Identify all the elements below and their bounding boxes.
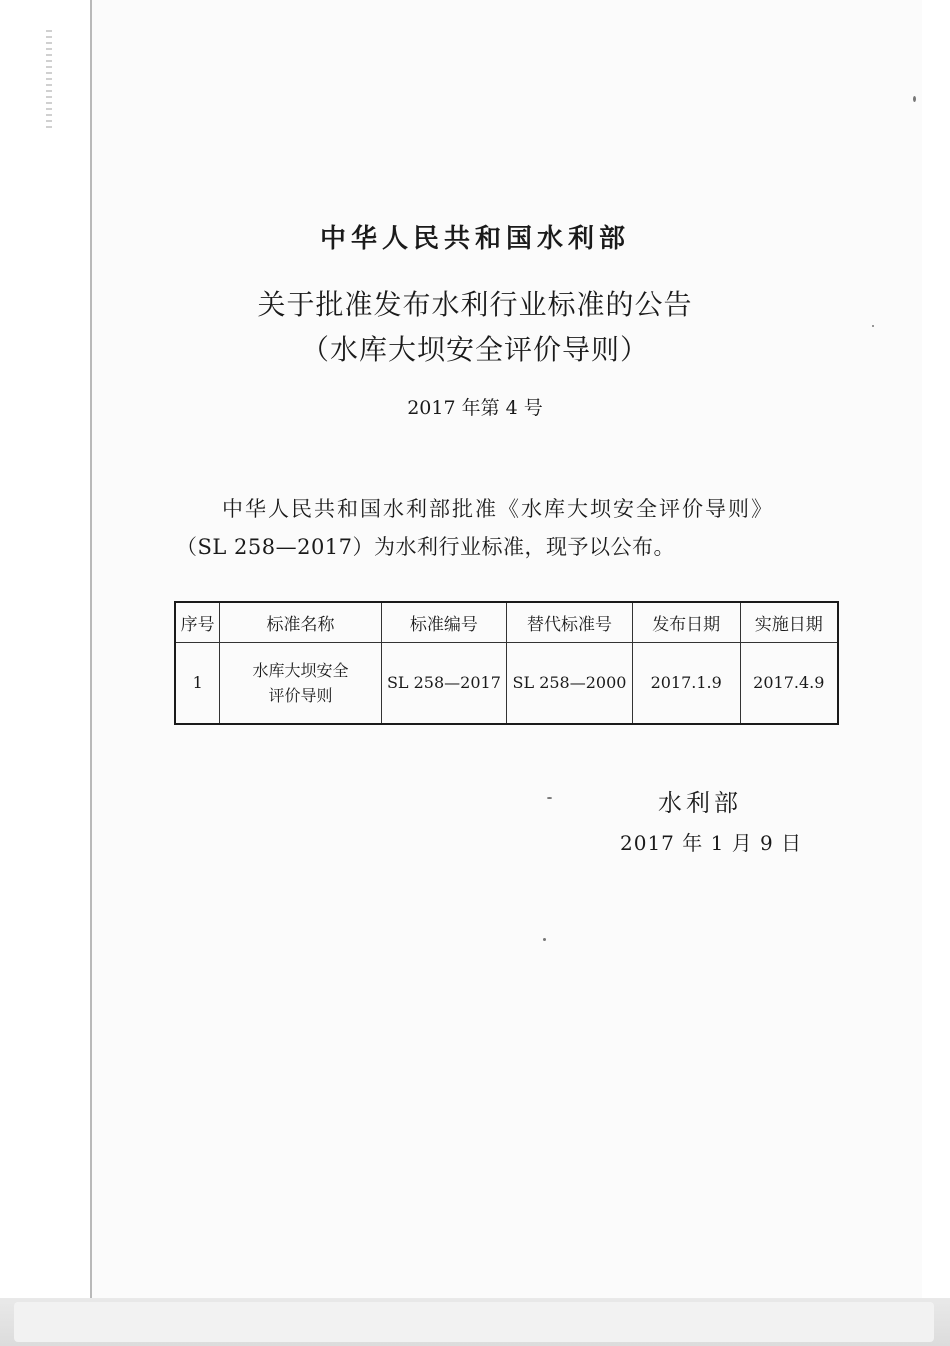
page-edge-marks <box>46 30 52 130</box>
header-cell: 发布日期 <box>632 602 740 642</box>
cell-publish-date: 2017.1.9 <box>632 642 740 724</box>
cell-replaced-code: SL 258—2000 <box>507 642 633 724</box>
issue-number: 2017 年第 4 号 <box>407 397 543 419</box>
scan-speck <box>547 797 552 799</box>
cell-standard-code: SL 258—2017 <box>381 642 507 724</box>
body-line-2: （SL 258—2017）为水利行业标准，现予以公布。 <box>176 535 676 559</box>
standards-table <box>174 601 839 725</box>
announcement-subtitle: （水库大坝安全评价导则） <box>300 333 649 366</box>
ministry-heading: 中华人民共和国水利部 <box>319 224 630 254</box>
signature-date: 2017 年 1 月 9 日 <box>620 831 803 855</box>
scan-speck <box>872 325 874 327</box>
signature-department: 水利部 <box>658 789 742 817</box>
cell-effective-date: 2017.4.9 <box>740 642 838 724</box>
cell-number: 1 <box>175 642 220 724</box>
standard-name-line-2: 评价导则 <box>268 685 333 705</box>
table-row <box>175 642 838 724</box>
body-line-1: 中华人民共和国水利部批准《水库大坝安全评价导则》 <box>222 497 774 521</box>
scan-speck <box>913 96 916 102</box>
scan-bottom-band <box>0 1298 950 1346</box>
header-cell: 实施日期 <box>740 602 838 642</box>
left-margin <box>0 0 90 1298</box>
header-cell: 标准名称 <box>220 602 381 642</box>
right-margin <box>922 0 950 1298</box>
scan-bottom-strip <box>14 1302 934 1342</box>
table-header-row <box>175 602 838 642</box>
cell-standard-name <box>220 642 381 724</box>
header-cell: 替代标准号 <box>507 602 633 642</box>
announcement-body <box>176 490 840 566</box>
header-cell: 标准编号 <box>381 602 507 642</box>
header-cell: 序号 <box>175 602 220 642</box>
standard-name-line-1: 水库大坝安全 <box>252 660 349 680</box>
scan-speck <box>543 938 546 941</box>
announcement-title: 关于批准发布水利行业标准的公告 <box>257 288 693 321</box>
